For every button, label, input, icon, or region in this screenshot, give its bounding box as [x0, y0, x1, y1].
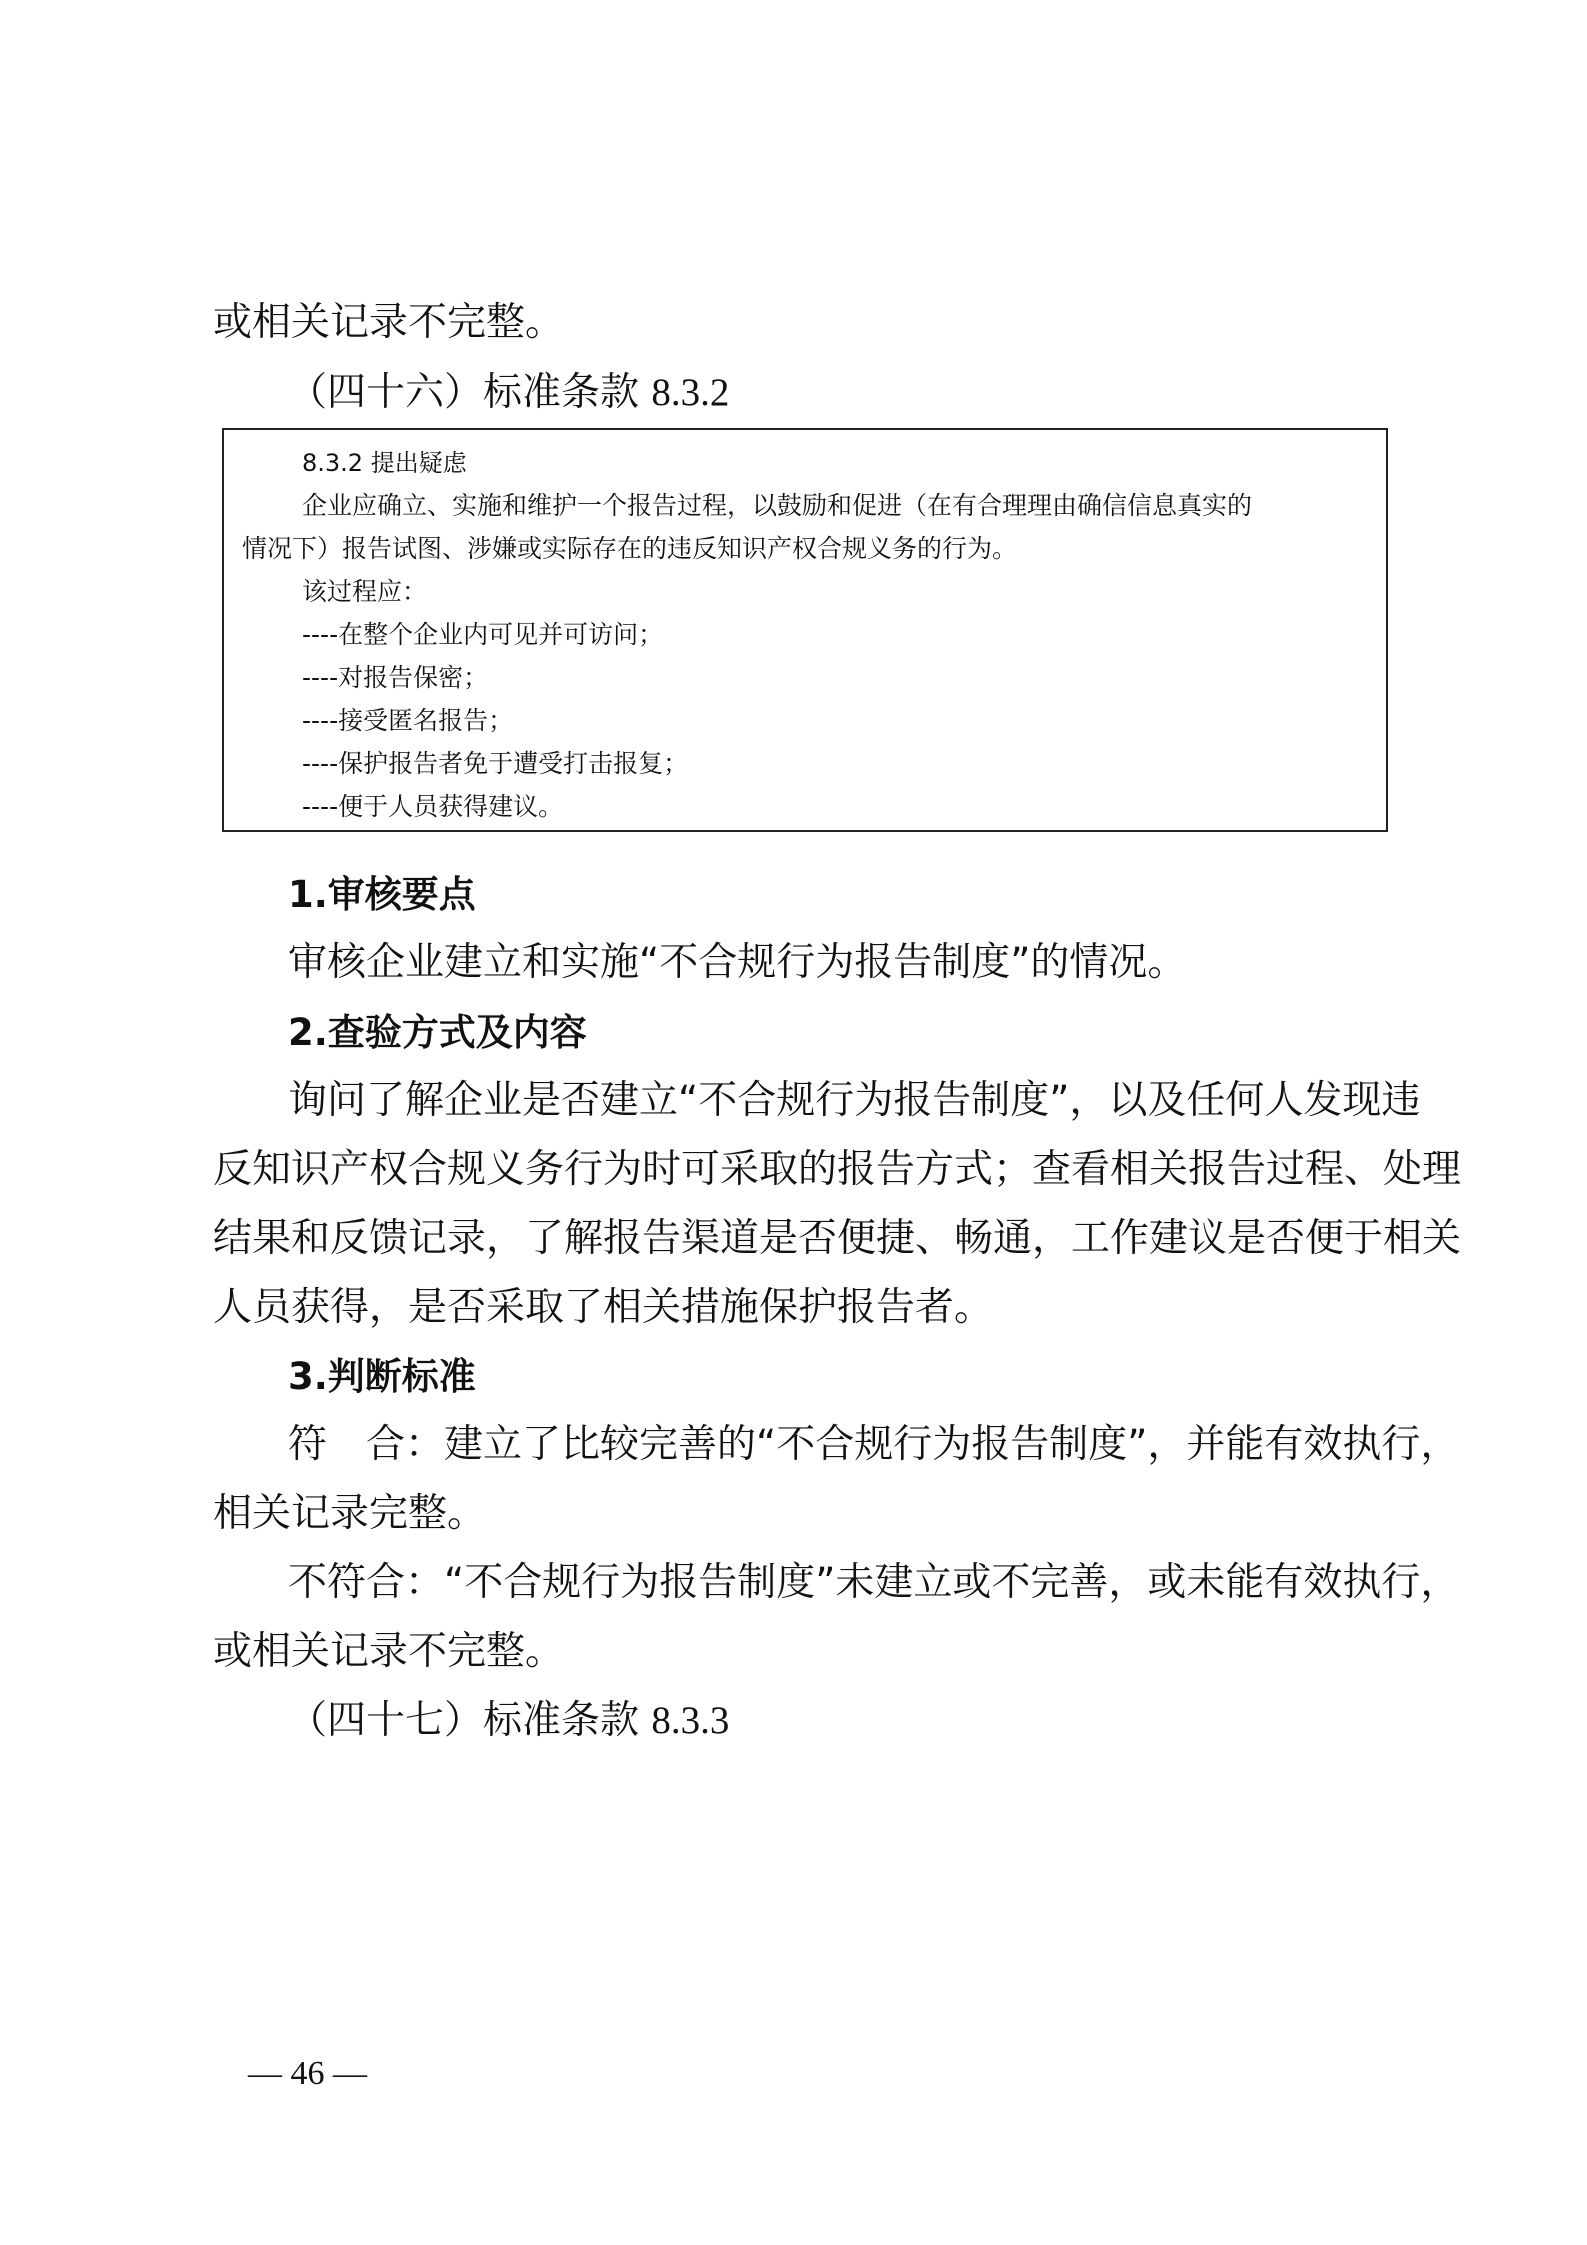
section-2-line: 结果和反馈记录，了解报告渠道是否便捷、畅通，工作建议是否便于相关	[213, 1216, 1462, 1261]
clause-number: 8.3.2	[651, 371, 730, 414]
clause-label: （四十七）标准条款	[288, 1698, 640, 1743]
section-1-body: 审核企业建立和实施“不合规行为报告制度”的情况。	[288, 940, 1187, 985]
clause-number: 8.3.3	[651, 1699, 730, 1742]
clause-heading-47	[288, 1696, 729, 1746]
box-title: 8.3.2 提出疑虑	[302, 449, 467, 477]
page-number: — 46 —	[248, 2055, 367, 2092]
box-list-item: ----便于人员获得建议。	[302, 792, 564, 821]
box-intro: 该过程应：	[302, 577, 428, 606]
standard-clause-box	[222, 428, 1388, 832]
section-2-line: 人员获得，是否采取了相关措施保护报告者。	[213, 1285, 994, 1330]
box-list-item: ----接受匿名报告；	[302, 706, 514, 735]
section-2-line: 询问了解企业是否建立“不合规行为报告制度”，以及任何人发现违	[288, 1078, 1421, 1123]
section-heading-1: 1.审核要点	[288, 873, 476, 916]
nonconform-line-2: 或相关记录不完整。	[213, 1629, 565, 1674]
box-list-item: ----在整个企业内可见并可访问；	[302, 620, 664, 649]
section-heading-3: 3.判断标准	[288, 1355, 476, 1398]
clause-label: （四十六）标准条款	[288, 370, 640, 415]
clause-heading-46	[288, 368, 729, 418]
conform-line-2: 相关记录完整。	[213, 1491, 487, 1536]
box-paragraph-line-2: 情况下）报告试图、涉嫌或实际存在的违反知识产权合规义务的行为。	[242, 534, 1018, 563]
section-2-line: 反知识产权合规义务行为时可采取的报告方式；查看相关报告过程、处理	[213, 1147, 1462, 1192]
section-heading-2: 2.查验方式及内容	[288, 1011, 587, 1054]
box-paragraph-line-1: 企业应确立、实施和维护一个报告过程，以鼓励和促进（在有合理理由确信信息真实的	[302, 491, 1253, 520]
text-line-continuation: 或相关记录不完整。	[213, 300, 565, 345]
nonconform-line-1: 不符合：“不合规行为报告制度”未建立或不完善，或未能有效执行，	[288, 1560, 1460, 1605]
box-list-item: ----保护报告者免于遭受打击报复；	[302, 749, 689, 778]
conform-line-1: 符 合：建立了比较完善的“不合规行为报告制度”，并能有效执行，	[288, 1422, 1460, 1467]
box-list-item: ----对报告保密；	[302, 663, 489, 692]
